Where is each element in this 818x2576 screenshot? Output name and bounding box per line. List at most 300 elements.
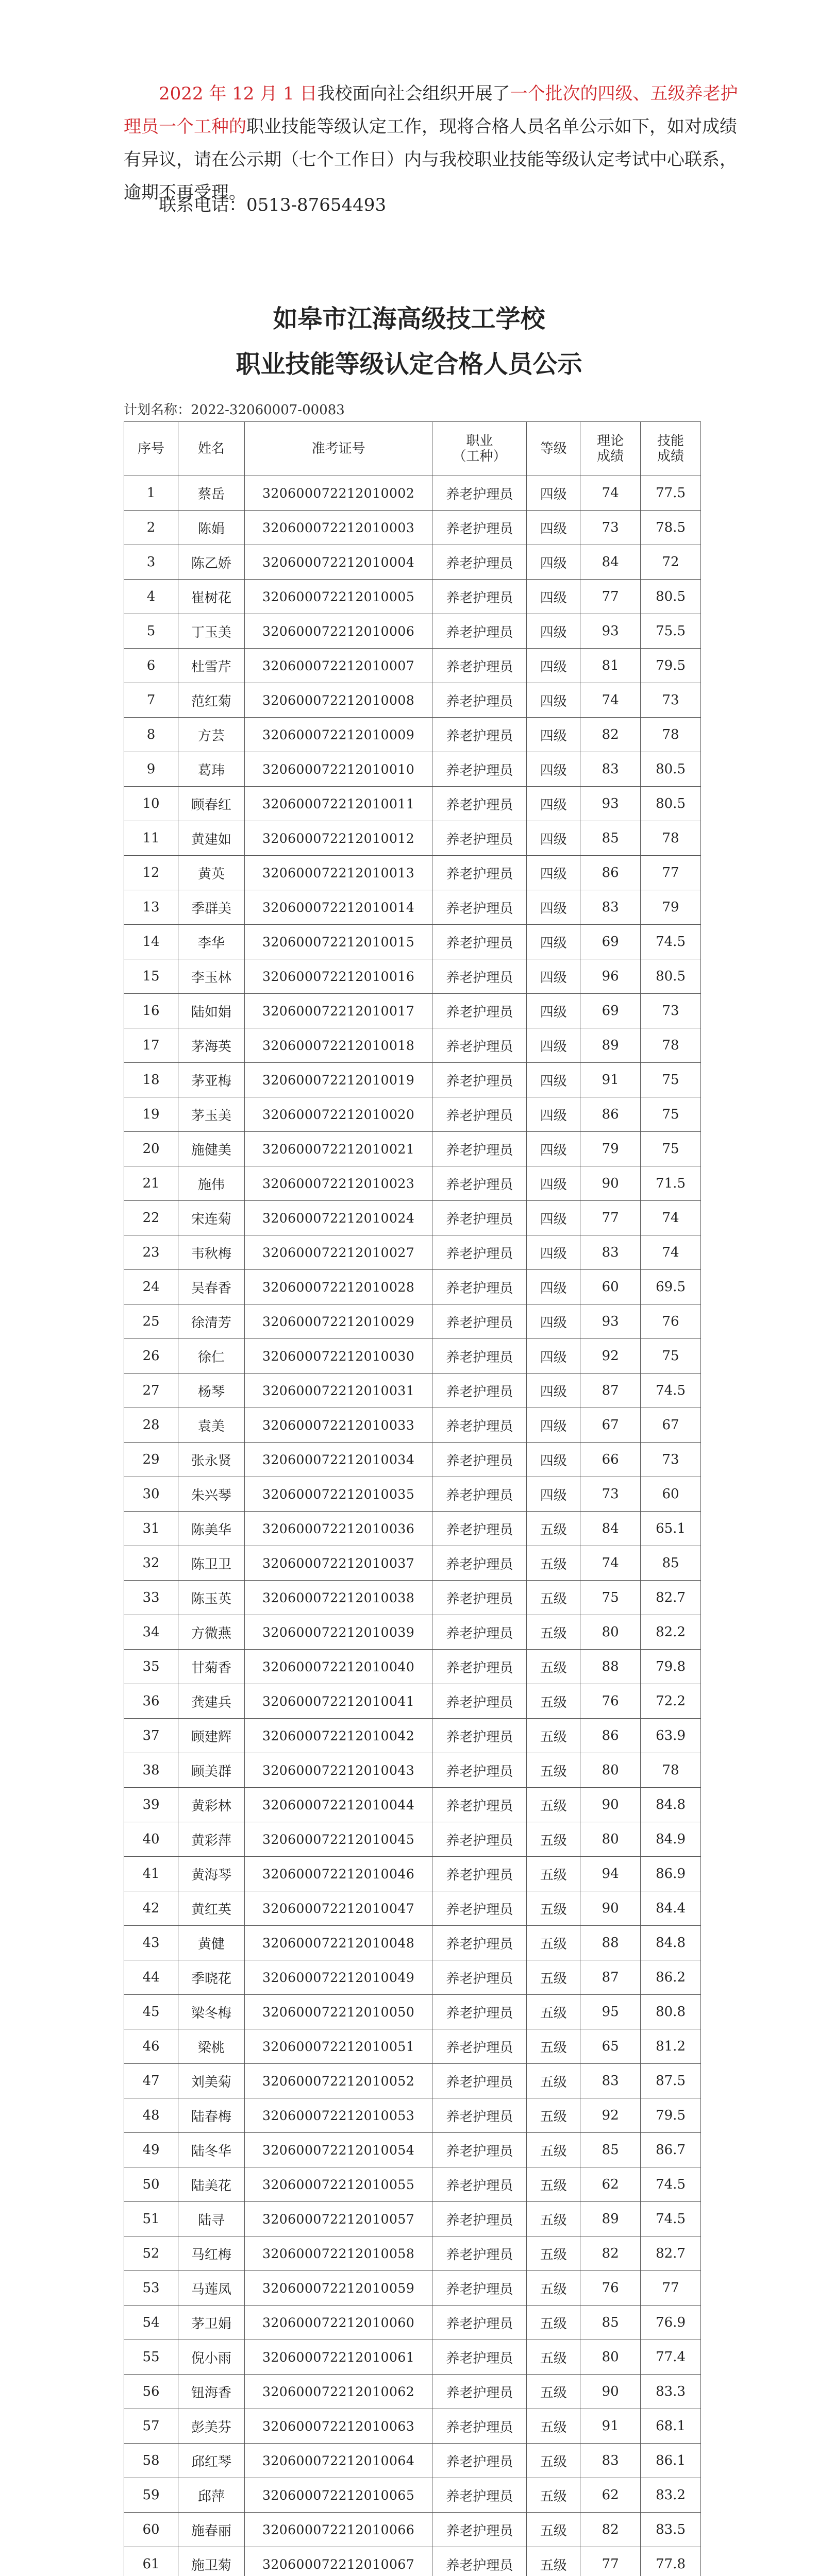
col-theory-score: 73 [580,511,641,545]
col-skill-score: 78.5 [641,511,701,545]
col-level: 五级 [527,1891,580,1926]
notice-date: 2022 年 12 月 1 日 [159,83,318,104]
col-skill-score: 79 [641,890,701,925]
col-exam-id: 320600072212010007 [244,649,432,683]
col-level: 四级 [527,1028,580,1063]
col-level: 五级 [527,2340,580,2375]
col-theory-score: 74 [580,1546,641,1581]
col-theory-score: 69 [580,925,641,959]
col-theory-score: 88 [580,1926,641,1960]
col-exam-id: 320600072212010035 [244,1477,432,1512]
table-row [124,821,701,856]
col-theory-score: 77 [580,2547,641,2576]
col-occupation: 养老护理员 [432,1166,527,1201]
col-level: 五级 [527,2098,580,2133]
table-row [124,1374,701,1408]
table-row [124,649,701,683]
col-name: 钮海香 [178,2375,244,2409]
col-name: 黄彩萍 [178,1822,244,1857]
col-occupation: 养老护理员 [432,1926,527,1960]
col-name: 马莲凤 [178,2271,244,2306]
col-theory-score: 67 [580,1408,641,1443]
col-number: 9 [124,752,178,787]
col-skill-score: 74.5 [641,925,701,959]
col-occupation: 养老护理员 [432,1132,527,1166]
col-number: 23 [124,1235,178,1270]
col-skill-score: 77.4 [641,2340,701,2375]
col-level: 五级 [527,2167,580,2202]
col-number: 24 [124,1270,178,1304]
col-theory-score: 76 [580,2271,641,2306]
col-number: 16 [124,994,178,1028]
table-row [124,1512,701,1546]
col-number: 21 [124,1166,178,1201]
col-name: 黄海琴 [178,1857,244,1891]
col-number: 26 [124,1339,178,1374]
col-theory-score: 74 [580,476,641,511]
col-occupation: 养老护理员 [432,2236,527,2271]
col-number: 13 [124,890,178,925]
col-level: 四级 [527,1270,580,1304]
table-row [124,2375,701,2409]
col-level: 四级 [527,718,580,752]
col-occupation: 养老护理员 [432,1788,527,1822]
notice-text-1: 我校面向社会组织开展了 [317,83,510,104]
col-exam-id: 320600072212010059 [244,2271,432,2306]
col-exam-id: 320600072212010005 [244,580,432,614]
col-number: 35 [124,1650,178,1684]
col-exam-id: 320600072212010029 [244,1304,432,1339]
col-skill-score: 87.5 [641,2064,701,2098]
col-occupation: 养老护理员 [432,1719,527,1753]
col-occupation: 养老护理员 [432,890,527,925]
col-occupation: 养老护理员 [432,994,527,1028]
col-name: 倪小雨 [178,2340,244,2375]
col-skill-score: 68.1 [641,2409,701,2444]
table-row [124,959,701,994]
col-level: 四级 [527,649,580,683]
col-skill-score: 60 [641,1477,701,1512]
col-occupation: 养老护理员 [432,2547,527,2576]
col-exam-id: 320600072212010053 [244,2098,432,2133]
plan-code: 2022-32060007-00083 [191,402,345,418]
col-skill-score: 74.5 [641,2202,701,2236]
table-row [124,1408,701,1443]
col-theory-score: 80 [580,1822,641,1857]
table-row [124,2340,701,2375]
col-theory-score: 90 [580,1891,641,1926]
col-number: 17 [124,1028,178,1063]
col-level: 五级 [527,2064,580,2098]
school-name: 如皋市江海高级技工学校 [273,304,545,333]
col-exam-id: 320600072212010021 [244,1132,432,1166]
table-row [124,718,701,752]
table-header-row [124,422,701,476]
table-row [124,2306,701,2340]
table-row [124,2202,701,2236]
col-exam-id: 320600072212010024 [244,1201,432,1235]
col-level: 四级 [527,1408,580,1443]
col-exam-id: 320600072212010034 [244,1443,432,1477]
col-exam-id: 320600072212010027 [244,1235,432,1270]
col-occupation: 养老护理员 [432,752,527,787]
col-exam-id: 320600072212010013 [244,856,432,890]
col-number: 51 [124,2202,178,2236]
col-number: 48 [124,2098,178,2133]
col-level: 四级 [527,925,580,959]
col-level: 五级 [527,2444,580,2478]
col-skill-score: 83.2 [641,2478,701,2513]
col-name: 季晓花 [178,1960,244,1995]
col-theory-score: 85 [580,2306,641,2340]
col-number: 34 [124,1615,178,1650]
col-exam-id: 320600072212010004 [244,545,432,580]
col-name: 马红梅 [178,2236,244,2271]
col-name: 葛玮 [178,752,244,787]
table-row [124,2236,701,2271]
col-number: 41 [124,1857,178,1891]
col-skill-score: 80.5 [641,752,701,787]
col-name: 陈卫卫 [178,1546,244,1581]
col-theory-score: 86 [580,1719,641,1753]
table-row [124,2547,701,2576]
col-number: 45 [124,1995,178,2029]
col-theory-score: 93 [580,1304,641,1339]
col-exam-id: 320600072212010038 [244,1581,432,1615]
table-row [124,2029,701,2064]
col-skill-score: 72 [641,545,701,580]
table-row [124,787,701,821]
table-body [124,476,701,2576]
col-occupation: 养老护理员 [432,1443,527,1477]
table-row [124,890,701,925]
col-level: 四级 [527,1443,580,1477]
col-occupation: 养老护理员 [432,1304,527,1339]
col-theory-score: 94 [580,1857,641,1891]
col-name: 茅卫娟 [178,2306,244,2340]
col-exam-id: 320600072212010060 [244,2306,432,2340]
table-row [124,1926,701,1960]
col-number: 46 [124,2029,178,2064]
col-name: 龚建兵 [178,1684,244,1719]
col-theory-score: 77 [580,580,641,614]
col-level: 四级 [527,959,580,994]
col-level: 五级 [527,2306,580,2340]
col-exam-id: 320600072212010012 [244,821,432,856]
col-exam-id: 320600072212010016 [244,959,432,994]
table-row [124,1891,701,1926]
table-row [124,1339,701,1374]
table-row [124,545,701,580]
col-skill-score: 75 [641,1097,701,1132]
col-number: 36 [124,1684,178,1719]
col-exam-id: 320600072212010054 [244,2133,432,2167]
col-skill-score: 77 [641,2271,701,2306]
col-exam-id: 320600072212010010 [244,752,432,787]
col-theory-score: 93 [580,787,641,821]
col-exam-id: 320600072212010031 [244,1374,432,1408]
col-name: 施春丽 [178,2513,244,2547]
table-row [124,1443,701,1477]
col-occupation: 养老护理员 [432,649,527,683]
col-number: 40 [124,1822,178,1857]
table-row [124,1788,701,1822]
col-level: 四级 [527,511,580,545]
col-theory-score: 82 [580,718,641,752]
col-skill-score: 78 [641,1028,701,1063]
col-level: 四级 [527,545,580,580]
col-exam-id: 320600072212010041 [244,1684,432,1719]
col-skill-score: 84.4 [641,1891,701,1926]
col-exam-id: 320600072212010047 [244,1891,432,1926]
table-row [124,2271,701,2306]
col-theory-score: 82 [580,2513,641,2547]
col-number: 12 [124,856,178,890]
col-theory-score: 75 [580,1581,641,1615]
col-exam-id: 320600072212010039 [244,1615,432,1650]
col-theory-score: 85 [580,2133,641,2167]
col-name: 施伟 [178,1166,244,1201]
col-level: 五级 [527,1581,580,1615]
col-name: 蔡岳 [178,476,244,511]
col-theory-score: 96 [580,959,641,994]
col-theory-score: 76 [580,1684,641,1719]
col-theory-score: 66 [580,1443,641,1477]
col-level: 四级 [527,1201,580,1235]
col-name: 崔树花 [178,580,244,614]
col-exam-id: 320600072212010020 [244,1097,432,1132]
table-row [124,1960,701,1995]
col-theory-score: 90 [580,2375,641,2409]
col-skill-score: 78 [641,821,701,856]
col-name: 邱红琴 [178,2444,244,2478]
col-number: 37 [124,1719,178,1753]
col-number: 57 [124,2409,178,2444]
page-title: 职业技能等级认定合格人员公示 [236,350,582,379]
table-row [124,511,701,545]
col-name: 范红菊 [178,683,244,718]
col-number: 61 [124,2547,178,2576]
col-theory-score: 83 [580,890,641,925]
col-level: 四级 [527,1235,580,1270]
col-occupation: 养老护理员 [432,2375,527,2409]
col-theory-score: 85 [580,821,641,856]
col-level: 五级 [527,1926,580,1960]
col-occupation: 养老护理员 [432,2167,527,2202]
col-occupation: 养老护理员 [432,1753,527,1788]
col-skill-score: 75 [641,1132,701,1166]
col-level: 四级 [527,856,580,890]
col-name: 陈娟 [178,511,244,545]
table-row [124,2167,701,2202]
col-name: 黄健 [178,1926,244,1960]
table-row [124,1615,701,1650]
col-exam-id: 320600072212010049 [244,1960,432,1995]
col-occupation: 养老护理员 [432,580,527,614]
col-name: 黄红英 [178,1891,244,1926]
col-skill-score: 76.9 [641,2306,701,2340]
col-name: 陆寻 [178,2202,244,2236]
col-skill-score: 86.7 [641,2133,701,2167]
col-occupation: 养老护理员 [432,1857,527,1891]
col-exam-id: 320600072212010063 [244,2409,432,2444]
col-exam-id: 320600072212010048 [244,1926,432,1960]
col-theory-score: 91 [580,2409,641,2444]
table-row [124,1270,701,1304]
col-occupation: 养老护理员 [432,1270,527,1304]
table-row [124,476,701,511]
col-name: 韦秋梅 [178,1235,244,1270]
table-row [124,856,701,890]
table-row [124,1063,701,1097]
col-level: 五级 [527,2375,580,2409]
col-exam-id: 320600072212010058 [244,2236,432,2271]
col-level: 五级 [527,2133,580,2167]
col-occupation: 养老护理员 [432,683,527,718]
col-number: 38 [124,1753,178,1788]
col-exam-id: 320600072212010067 [244,2547,432,2576]
col-name: 刘美菊 [178,2064,244,2098]
col-occupation: 养老护理员 [432,2271,527,2306]
results-table [124,421,701,2576]
col-number: 44 [124,1960,178,1995]
col-name: 张永贤 [178,1443,244,1477]
plan-label: 计划名称： [124,402,191,418]
table-row [124,1097,701,1132]
col-theory-score: 74 [580,683,641,718]
notice-text-2: 职业技能等级认定工作，现将合格人员名单公示如下，如对成绩有异议，请在公示期（七个工作日）内与我校职业技能等级认定考试中心联系，逾期不再受理。 [124,116,737,203]
col-level: 五级 [527,1684,580,1719]
col-skill-score: 74.5 [641,2167,701,2202]
col-level: 五级 [527,2236,580,2271]
col-exam-id: 320600072212010057 [244,2202,432,2236]
col-exam-id: 320600072212010061 [244,2340,432,2375]
col-theory-score: 62 [580,2167,641,2202]
col-skill-score: 84.8 [641,1926,701,1960]
contact-phone: 联系电话：0513-87654493 [159,195,387,215]
col-exam-id: 320600072212010065 [244,2478,432,2513]
col-name: 邱萍 [178,2478,244,2513]
col-skill-score: 71.5 [641,1166,701,1201]
col-name: 丁玉美 [178,614,244,649]
col-number: 28 [124,1408,178,1443]
table-row [124,1304,701,1339]
col-exam-id: 320600072212010017 [244,994,432,1028]
col-exam-id: 320600072212010050 [244,1995,432,2029]
col-occupation: 养老护理员 [432,1374,527,1408]
col-exam-id: 320600072212010064 [244,2444,432,2478]
table-row [124,752,701,787]
col-skill-score: 63.9 [641,1719,701,1753]
col-level: 四级 [527,994,580,1028]
table-row [124,580,701,614]
table-row [124,1719,701,1753]
col-name: 陆如娟 [178,994,244,1028]
col-exam-id: 320600072212010044 [244,1788,432,1822]
col-exam-id: 320600072212010042 [244,1719,432,1753]
col-number: 58 [124,2444,178,2478]
col-skill-score: 77.5 [641,476,701,511]
notice-scope: 一个批次的四级、五级养老护理员一个工种的 [124,83,738,137]
col-skill-score: 74 [641,1201,701,1235]
col-name-header: 姓名 [178,422,244,476]
col-number: 19 [124,1097,178,1132]
col-skill-score: 82.7 [641,2236,701,2271]
col-exam-id: 320600072212010046 [244,1857,432,1891]
col-theory-score: 92 [580,2098,641,2133]
col-number: 59 [124,2478,178,2513]
col-number: 50 [124,2167,178,2202]
col-skill-score: 84.9 [641,1822,701,1857]
col-skill-score: 86.1 [641,2444,701,2478]
col-name: 李华 [178,925,244,959]
col-occupation: 养老护理员 [432,787,527,821]
col-number: 29 [124,1443,178,1477]
col-level: 五级 [527,1753,580,1788]
table-row [124,1684,701,1719]
col-occupation: 养老护理员 [432,1097,527,1132]
col-name: 梁冬梅 [178,1995,244,2029]
table-row [124,925,701,959]
col-name: 茅亚梅 [178,1063,244,1097]
col-skill-score: 86.2 [641,1960,701,1995]
col-skill-score: 76 [641,1304,701,1339]
col-skill-score: 85 [641,1546,701,1581]
col-theory-score: 86 [580,1097,641,1132]
col-skill-score-header: 技能 成绩 [641,422,701,476]
col-name: 彭美芬 [178,2409,244,2444]
col-number: 6 [124,649,178,683]
col-level: 四级 [527,683,580,718]
col-name: 袁美 [178,1408,244,1443]
table-row [124,1995,701,2029]
col-number: 42 [124,1891,178,1926]
col-theory-score: 83 [580,1235,641,1270]
col-skill-score: 73 [641,994,701,1028]
col-number: 3 [124,545,178,580]
col-name: 甘菊香 [178,1650,244,1684]
col-level: 五级 [527,2271,580,2306]
col-exam-id: 320600072212010052 [244,2064,432,2098]
col-exam-id: 320600072212010037 [244,1546,432,1581]
col-exam-id: 320600072212010066 [244,2513,432,2547]
col-level: 四级 [527,1374,580,1408]
col-number: 8 [124,718,178,752]
col-level: 四级 [527,580,580,614]
col-name: 陆美花 [178,2167,244,2202]
col-occupation: 养老护理员 [432,2029,527,2064]
col-level: 四级 [527,821,580,856]
col-number: 56 [124,2375,178,2409]
table-row [124,1235,701,1270]
col-occupation: 养老护理员 [432,718,527,752]
col-theory-score: 84 [580,545,641,580]
col-occupation: 养老护理员 [432,2478,527,2513]
col-name: 顾春红 [178,787,244,821]
col-number: 10 [124,787,178,821]
col-skill-score: 80.5 [641,959,701,994]
col-number: 30 [124,1477,178,1512]
col-exam-id: 320600072212010009 [244,718,432,752]
col-theory-score: 88 [580,1650,641,1684]
col-number: 14 [124,925,178,959]
col-level: 四级 [527,476,580,511]
col-level: 五级 [527,1650,580,1684]
plan-name [124,399,345,418]
col-occupation: 养老护理员 [432,959,527,994]
col-occupation: 养老护理员 [432,1339,527,1374]
col-skill-score: 83.3 [641,2375,701,2409]
